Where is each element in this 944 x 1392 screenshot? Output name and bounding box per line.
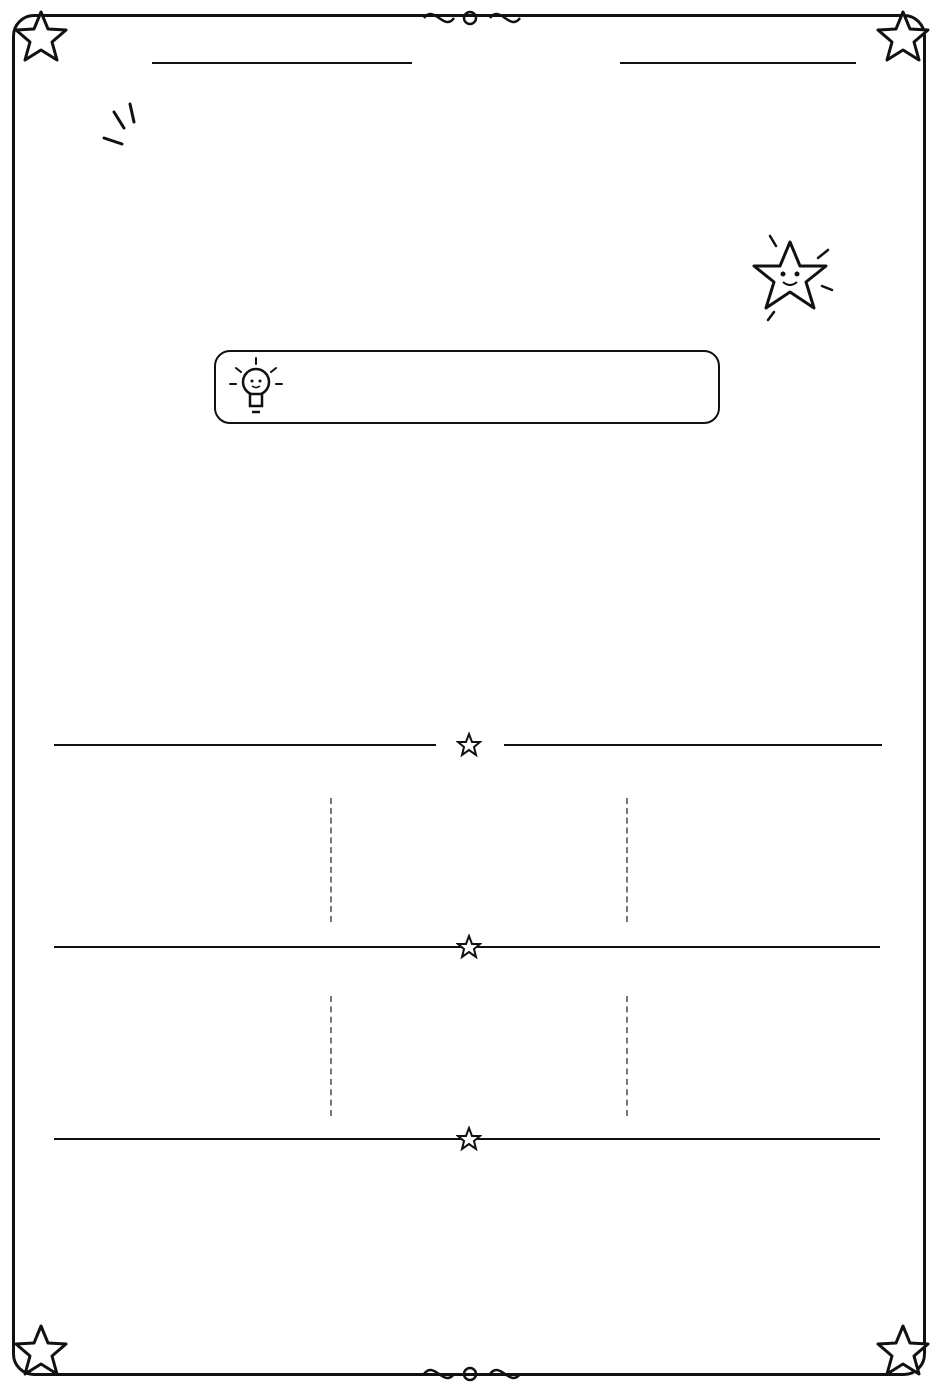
column-divider: [626, 996, 628, 1116]
smiling-star-icon: [740, 228, 840, 328]
tip-box: [214, 350, 720, 424]
corner-star-icon: [12, 8, 70, 66]
divider-star-icon: [456, 1126, 482, 1152]
lightbulb-icon: [226, 354, 286, 420]
divider-star-icon: [456, 732, 482, 758]
date-line: [620, 62, 856, 64]
swirl-ornament-icon: [420, 1360, 524, 1388]
divider-star-icon: [456, 934, 482, 960]
column-divider: [330, 996, 332, 1116]
corner-star-icon: [874, 1322, 932, 1380]
corner-star-icon: [874, 8, 932, 66]
corner-star-icon: [12, 1322, 70, 1380]
page-border: [12, 14, 926, 1376]
divider: [504, 744, 882, 746]
swirl-ornament-icon: [420, 4, 524, 32]
divider: [54, 744, 436, 746]
column-divider: [330, 798, 332, 922]
name-line: [152, 62, 412, 64]
column-divider: [626, 798, 628, 922]
burst-lines-icon: [100, 96, 160, 156]
